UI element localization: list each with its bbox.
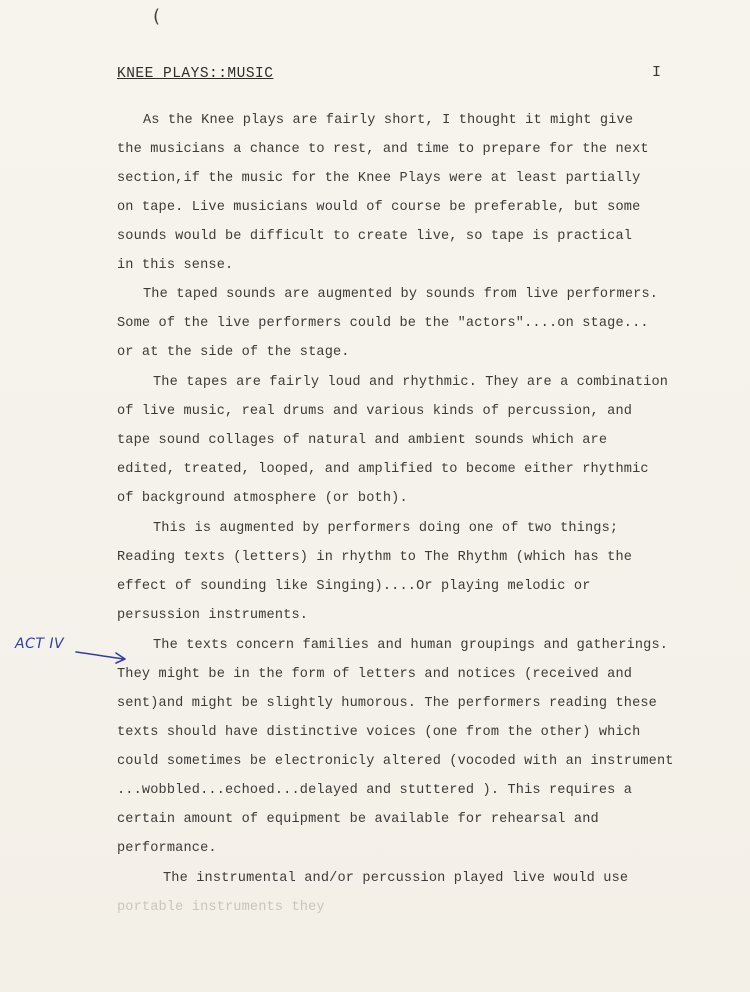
text-line: This is augmented by performers doing one of two things;: [153, 521, 619, 536]
text-line: The texts concern families and human groupings and gatherings.: [153, 638, 669, 653]
text-line: of background atmosphere (or both).: [117, 491, 408, 506]
page-number: I: [652, 64, 662, 81]
text-line-faded: portable instruments they: [117, 900, 325, 915]
text-line: edited, treated, looped, and amplified to become either rhythmic: [117, 462, 649, 477]
text-line: persussion instruments.: [117, 608, 309, 623]
text-line: As the Knee plays are fairly short, I thought it might give: [143, 113, 634, 128]
text-line: The instrumental and/or percussion played live would use: [163, 871, 629, 886]
text-line: performance.: [117, 841, 217, 856]
text-line: Some of the live performers could be the "actors"....on stage...: [117, 316, 649, 331]
text-line: They might be in the form of letters and notices (received and: [117, 667, 633, 682]
text-line: ...wobbled...echoed...delayed and stuttered ). This requires a: [117, 783, 633, 798]
text-line: certain amount of equipment be available for rehearsal and: [117, 812, 599, 827]
text-line: of live music, real drums and various kinds of percussion, and: [117, 404, 633, 419]
margin-mark: (: [153, 6, 161, 27]
text-line: texts should have distinctive voices (one from the other) which: [117, 725, 641, 740]
text-line: tape sound collages of natural and ambient sounds which are: [117, 433, 608, 448]
text-line: The tapes are fairly loud and rhythmic. They are a combination: [153, 375, 669, 390]
text-line: on tape. Live musicians would of course be preferable, but some: [117, 200, 641, 215]
text-line: Reading texts (letters) in rhythm to The Rhythm (which has the: [117, 550, 633, 565]
text-line: or at the side of the stage.: [117, 345, 350, 360]
text-line: effect of sounding like Singing)....Or playing melodic or: [117, 579, 591, 594]
text-line: in this sense.: [117, 258, 234, 273]
text-line: sounds would be difficult to create live, so tape is practical: [117, 229, 633, 244]
text-line: could sometimes be electronicly altered (vocoded with an instrument: [117, 754, 674, 769]
document-title: KNEE PLAYS::MUSIC: [117, 66, 274, 82]
handwritten-act-label: ACT IV: [15, 636, 65, 652]
handwritten-arrow-icon: [74, 646, 130, 668]
text-line: the musicians a chance to rest, and time to prepare for the next: [117, 142, 649, 157]
text-line: The taped sounds are augmented by sounds from live performers.: [143, 287, 659, 302]
text-line: sent)and might be slightly humorous. The performers reading these: [117, 696, 657, 711]
text-line: section,if the music for the Knee Plays were at least partially: [117, 171, 641, 186]
